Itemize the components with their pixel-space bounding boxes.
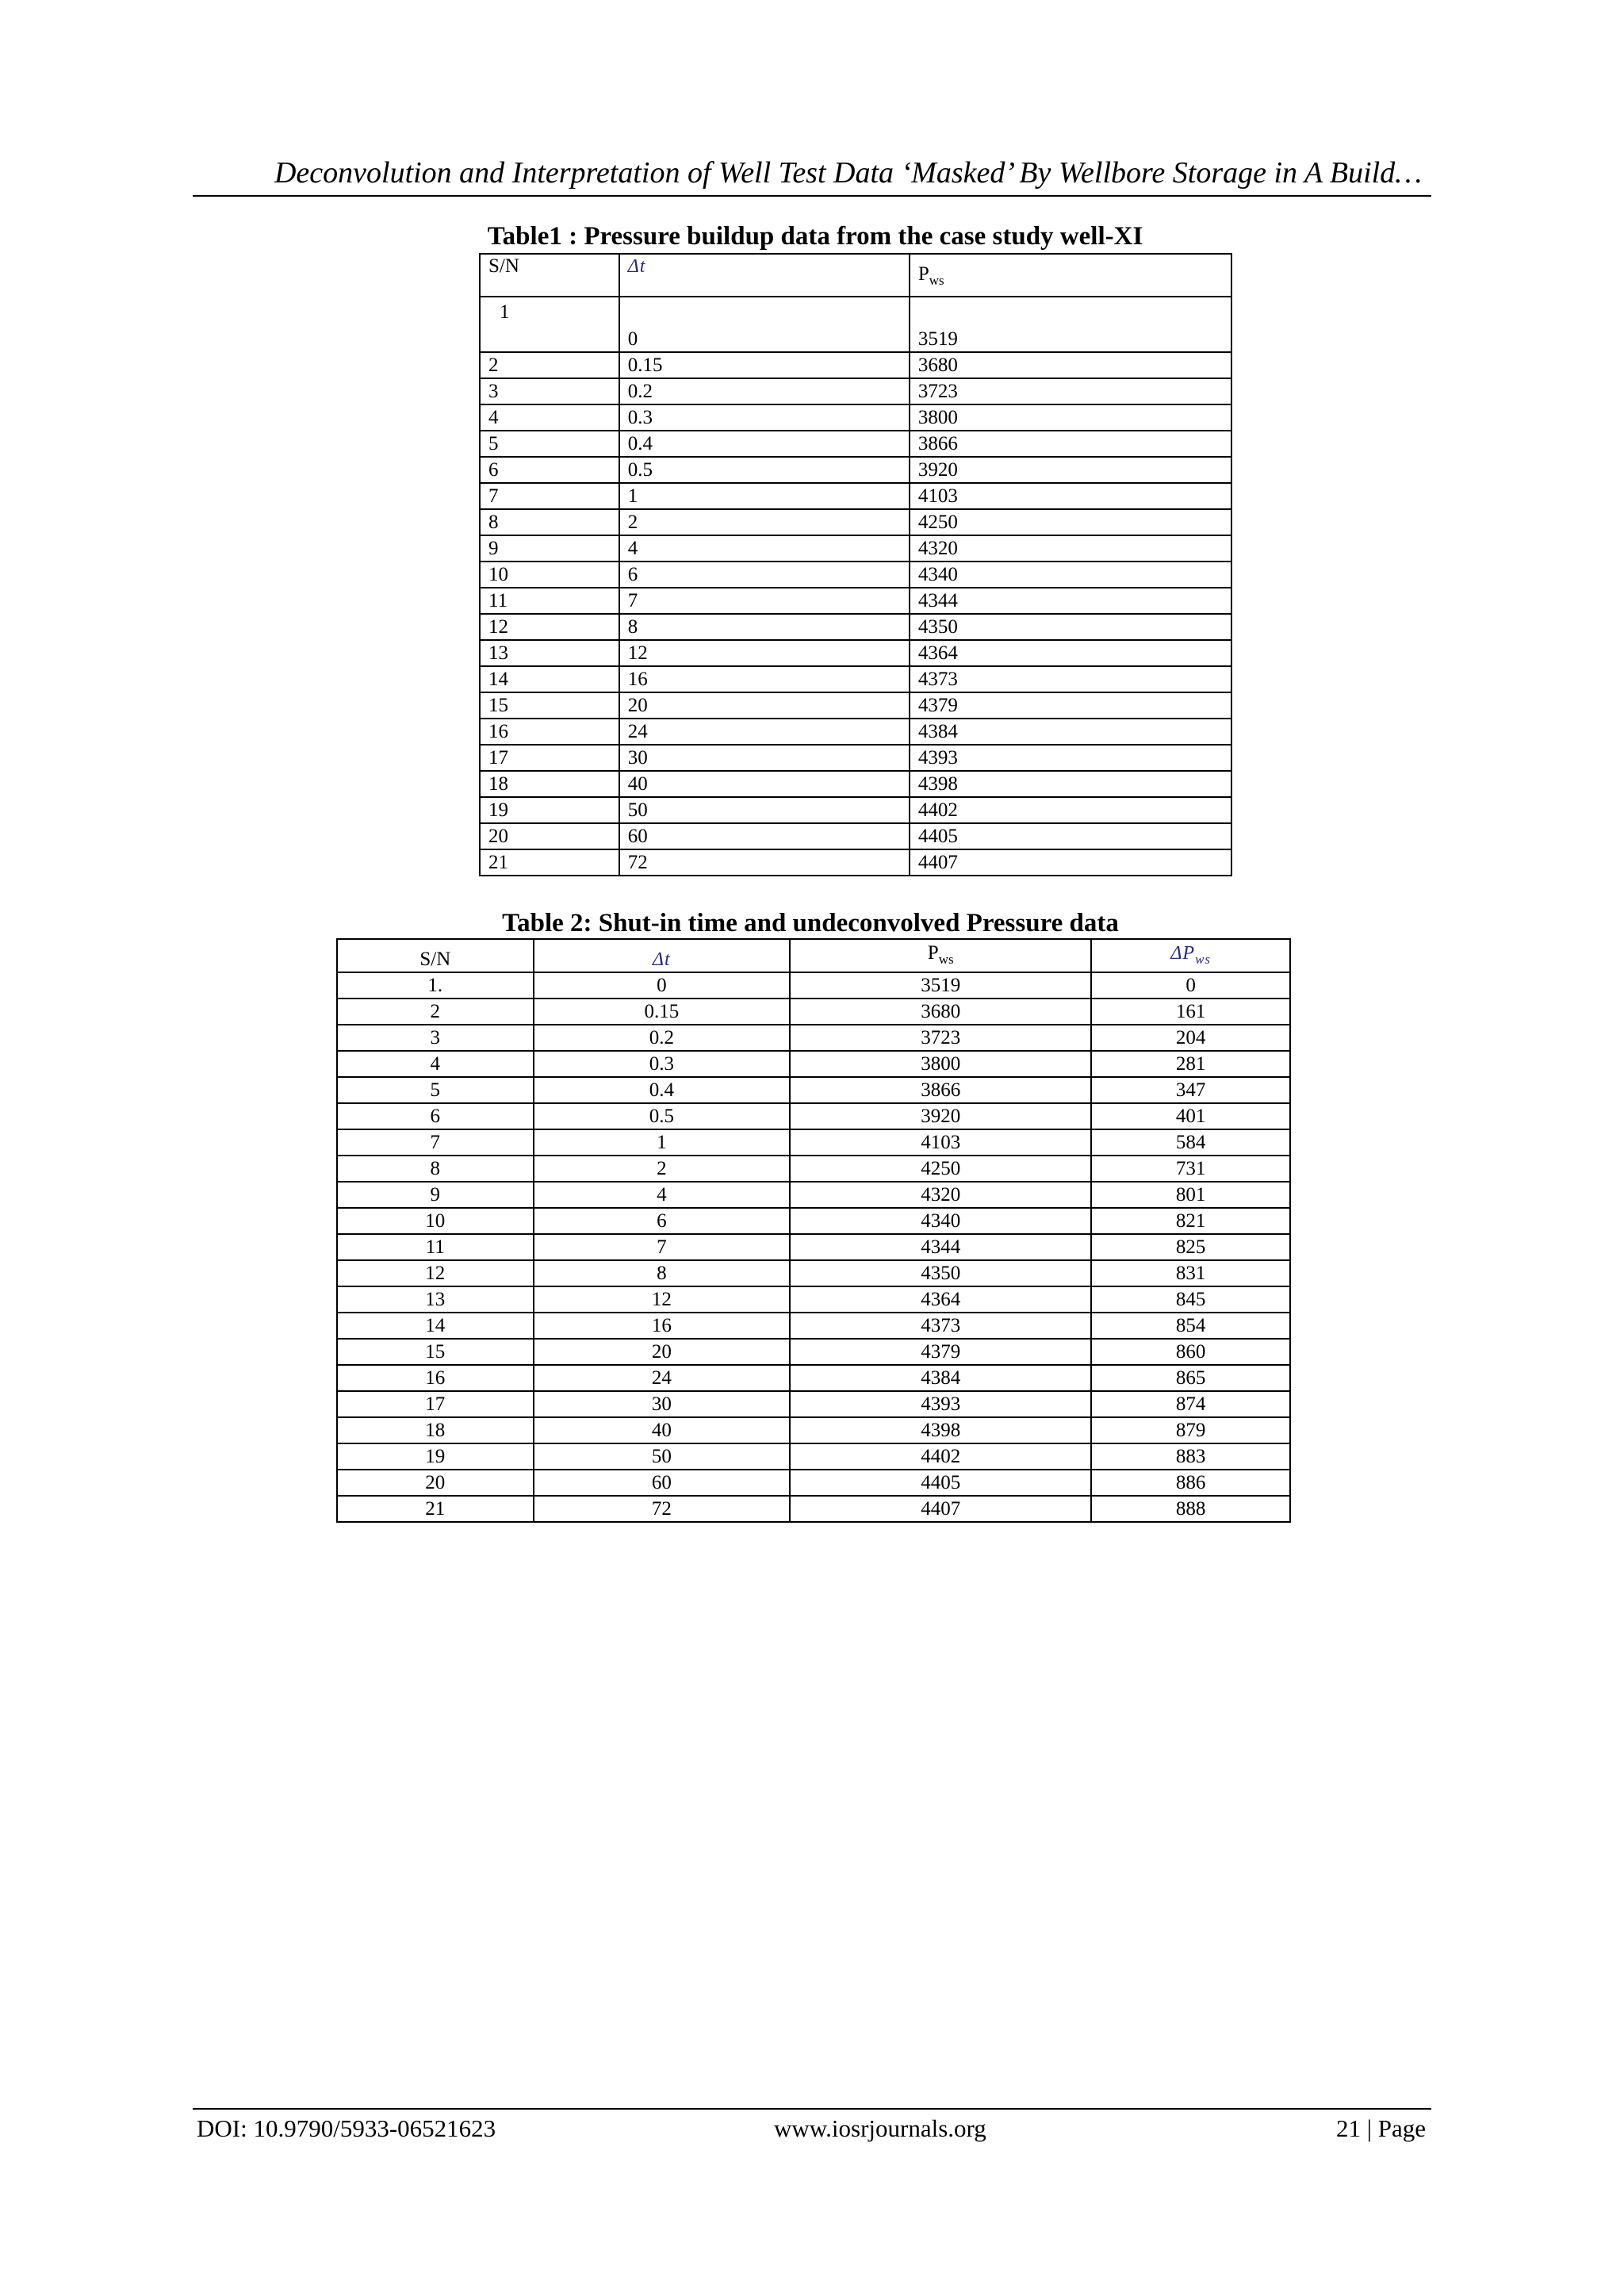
sn-cell: 16 xyxy=(480,719,619,745)
table-row xyxy=(337,1077,1290,1103)
pws-cell: 4103 xyxy=(910,483,1231,509)
table-row xyxy=(337,999,1290,1025)
table1-body xyxy=(480,297,1231,876)
table-row xyxy=(480,797,1231,823)
delta-t-cell: 20 xyxy=(534,1339,790,1365)
delta-t-cell: 0.5 xyxy=(619,457,910,483)
table-row xyxy=(337,1339,1290,1365)
sn-cell: 12 xyxy=(480,614,619,640)
delta-t-cell: 16 xyxy=(534,1313,790,1339)
sn-cell: 14 xyxy=(337,1313,534,1339)
sn-cell: 6 xyxy=(337,1103,534,1129)
sn-cell: 13 xyxy=(337,1286,534,1313)
pws-cell: 4373 xyxy=(790,1313,1091,1339)
delta-pws-cell: 584 xyxy=(1091,1129,1290,1156)
pws-cell: 4405 xyxy=(790,1470,1091,1496)
sn-cell: 21 xyxy=(480,849,619,876)
delta-pws-cell: 801 xyxy=(1091,1182,1290,1208)
delta-t-cell: 12 xyxy=(534,1286,790,1313)
delta-t-cell: 7 xyxy=(534,1234,790,1260)
sn-cell: 9 xyxy=(337,1182,534,1208)
table1-pressure-buildup xyxy=(479,253,1232,876)
sn-cell: 12 xyxy=(337,1260,534,1286)
pws-cell: 4398 xyxy=(790,1417,1091,1443)
sn-cell: 18 xyxy=(480,771,619,797)
pws-cell: 4364 xyxy=(910,640,1231,666)
delta-pws-cell: 854 xyxy=(1091,1313,1290,1339)
delta-t-cell: 2 xyxy=(534,1156,790,1182)
table-row xyxy=(480,823,1231,849)
table1-col-sn: S/N xyxy=(480,254,619,297)
sn-cell: 19 xyxy=(480,797,619,823)
pws-cell: 3800 xyxy=(790,1051,1091,1077)
pws-cell: 4402 xyxy=(790,1443,1091,1470)
table-row xyxy=(337,1496,1290,1522)
delta-t-cell: 0.3 xyxy=(619,404,910,431)
footer-rule xyxy=(193,2108,1431,2110)
running-header xyxy=(193,151,1431,197)
pws-cell: 3866 xyxy=(790,1077,1091,1103)
table-row xyxy=(337,1286,1290,1313)
table2-col-pws: $P_{ws}$ xyxy=(790,939,1091,972)
table-row xyxy=(480,431,1231,457)
sn-cell: 8 xyxy=(337,1156,534,1182)
pws-cell: 4393 xyxy=(910,745,1231,771)
pws-cell: 3519 xyxy=(790,972,1091,999)
sn-cell: 5 xyxy=(337,1077,534,1103)
delta-t-cell: 20 xyxy=(619,692,910,719)
delta-t-cell: 0.15 xyxy=(619,352,910,378)
delta-t-cell: 24 xyxy=(534,1365,790,1391)
sn-cell: 15 xyxy=(480,692,619,719)
table-row xyxy=(480,745,1231,771)
table-row xyxy=(480,457,1231,483)
delta-t-cell: 40 xyxy=(534,1417,790,1443)
table2-header-row xyxy=(337,939,1290,972)
table-row xyxy=(337,1156,1290,1182)
pws-cell: 4379 xyxy=(790,1339,1091,1365)
delta-t-cell: 0.4 xyxy=(534,1077,790,1103)
delta-t-cell: 6 xyxy=(619,562,910,588)
delta-pws-cell: 888 xyxy=(1091,1496,1290,1522)
table1-col-delta-t xyxy=(619,254,910,297)
pws-cell: 4384 xyxy=(910,719,1231,745)
delta-t-cell: 0.2 xyxy=(619,378,910,404)
delta-t-cell: 50 xyxy=(619,797,910,823)
table-row xyxy=(337,1260,1290,1286)
pws-cell: 4250 xyxy=(790,1156,1091,1182)
pws-cell: 4344 xyxy=(910,588,1231,614)
delta-t-cell: 40 xyxy=(619,771,910,797)
sn-cell: 2 xyxy=(337,999,534,1025)
delta-pws-cell: 860 xyxy=(1091,1339,1290,1365)
pws-cell: 4384 xyxy=(790,1365,1091,1391)
table-row xyxy=(337,1051,1290,1077)
pws-cell: 4407 xyxy=(910,849,1231,876)
delta-pws-cell: 281 xyxy=(1091,1051,1290,1077)
delta-t-cell: 16 xyxy=(619,666,910,692)
pws-cell: 4405 xyxy=(910,823,1231,849)
footer-page-number: 21 | Page xyxy=(1336,2114,1426,2142)
pws-cell: 4407 xyxy=(790,1496,1091,1522)
delta-t-cell: 0.5 xyxy=(534,1103,790,1129)
delta-pws-cell: 883 xyxy=(1091,1443,1290,1470)
delta-t-cell: 0 xyxy=(619,297,910,352)
pws-cell: 4320 xyxy=(790,1182,1091,1208)
running-title: Deconvolution and Interpretation of Well Test Data ‘Masked’ By Wellbore Storage in A Build… xyxy=(274,156,1422,190)
table-row xyxy=(337,1470,1290,1496)
sn-cell: 11 xyxy=(480,588,619,614)
table-row xyxy=(337,1025,1290,1051)
pws-cell: 3680 xyxy=(790,999,1091,1025)
sn-cell: 21 xyxy=(337,1496,534,1522)
sn-cell: 4 xyxy=(337,1051,534,1077)
pws-cell: 3920 xyxy=(910,457,1231,483)
table-row xyxy=(337,1417,1290,1443)
delta-t-cell: 50 xyxy=(534,1443,790,1470)
delta-pws-cell: 845 xyxy=(1091,1286,1290,1313)
delta-t-cell: 0.3 xyxy=(534,1051,790,1077)
table-row xyxy=(337,1182,1290,1208)
pws-cell: 4344 xyxy=(790,1234,1091,1260)
sn-cell: 7 xyxy=(337,1129,534,1156)
pws-cell: 4350 xyxy=(910,614,1231,640)
table-row xyxy=(480,509,1231,535)
pws-cell: 4250 xyxy=(910,509,1231,535)
pws-cell: 4402 xyxy=(910,797,1231,823)
table-row xyxy=(480,378,1231,404)
delta-t-cell: 60 xyxy=(619,823,910,849)
table-row xyxy=(480,352,1231,378)
sn-cell: 8 xyxy=(480,509,619,535)
pws-cell: 3680 xyxy=(910,352,1231,378)
pws-cell: 3723 xyxy=(910,378,1231,404)
sn-cell: 6 xyxy=(480,457,619,483)
sn-cell: 16 xyxy=(337,1365,534,1391)
delta-t-cell: 7 xyxy=(619,588,910,614)
pws-cell: 4350 xyxy=(790,1260,1091,1286)
delta-t-cell: 4 xyxy=(534,1182,790,1208)
pws-cell: 4373 xyxy=(910,666,1231,692)
table1-header-row xyxy=(480,254,1231,297)
pws-cell: 4340 xyxy=(910,562,1231,588)
table-row xyxy=(480,849,1231,876)
delta-t-cell: 1 xyxy=(619,483,910,509)
sn-cell: 1 xyxy=(480,297,619,352)
table-row xyxy=(480,666,1231,692)
pws-cell: 4398 xyxy=(910,771,1231,797)
sn-cell: 3 xyxy=(337,1025,534,1051)
footer-website: www.iosrjournals.org xyxy=(774,2114,986,2142)
table2-col-delta-t xyxy=(534,939,790,972)
delta-pws-cell: 821 xyxy=(1091,1208,1290,1234)
delta-pws-cell: 874 xyxy=(1091,1391,1290,1417)
pws-cell: 4103 xyxy=(790,1129,1091,1156)
table-row xyxy=(337,1103,1290,1129)
delta-t-cell: 8 xyxy=(619,614,910,640)
sn-cell: 10 xyxy=(337,1208,534,1234)
sn-cell: 10 xyxy=(480,562,619,588)
sn-cell: 3 xyxy=(480,378,619,404)
sn-cell: 4 xyxy=(480,404,619,431)
sn-cell: 11 xyxy=(337,1234,534,1260)
delta-t-cell: 0 xyxy=(534,972,790,999)
table-row xyxy=(480,692,1231,719)
sn-cell: 5 xyxy=(480,431,619,457)
delta-pws-cell: 825 xyxy=(1091,1234,1290,1260)
table-row xyxy=(337,972,1290,999)
table-row xyxy=(337,1208,1290,1234)
sn-cell: 13 xyxy=(480,640,619,666)
sn-cell: 17 xyxy=(337,1391,534,1417)
delta-pws-cell: 401 xyxy=(1091,1103,1290,1129)
delta-t-symbol: Δt xyxy=(627,256,646,277)
delta-pws-cell: 865 xyxy=(1091,1365,1290,1391)
sn-cell: 20 xyxy=(480,823,619,849)
delta-t-cell: 60 xyxy=(534,1470,790,1496)
pws-cell: 3866 xyxy=(910,431,1231,457)
delta-t-symbol: Δt xyxy=(652,949,671,970)
table-row xyxy=(480,562,1231,588)
table-row xyxy=(337,1443,1290,1470)
table-row xyxy=(480,483,1231,509)
sn-cell: 14 xyxy=(480,666,619,692)
pws-cell: 3723 xyxy=(790,1025,1091,1051)
delta-t-cell: 2 xyxy=(619,509,910,535)
table2-body xyxy=(337,972,1290,1522)
delta-pws-cell: 879 xyxy=(1091,1417,1290,1443)
delta-pws-cell: 204 xyxy=(1091,1025,1290,1051)
table1-col-pws: $P_{ws}$ xyxy=(910,254,1231,297)
table-row xyxy=(337,1129,1290,1156)
table2-shut-in-pressure xyxy=(336,938,1291,1523)
table2-caption: Table 2: Shut-in time and undeconvolved Pressure data xyxy=(502,909,1119,937)
table-row xyxy=(337,1365,1290,1391)
table-row xyxy=(480,297,1231,352)
table-row xyxy=(480,588,1231,614)
pws-cell: 3800 xyxy=(910,404,1231,431)
delta-t-cell: 6 xyxy=(534,1208,790,1234)
delta-pws-cell: 161 xyxy=(1091,999,1290,1025)
delta-pws-symbol: $\Delta P_{ws}$ xyxy=(1170,943,1212,967)
delta-pws-cell: 831 xyxy=(1091,1260,1290,1286)
table-row xyxy=(337,1234,1290,1260)
delta-t-cell: 72 xyxy=(619,849,910,876)
footer-doi: DOI: 10.9790/5933-06521623 xyxy=(197,2114,496,2142)
delta-t-cell: 30 xyxy=(619,745,910,771)
table-row xyxy=(480,614,1231,640)
pws-cell: 4320 xyxy=(910,535,1231,562)
delta-pws-cell: 0 xyxy=(1091,972,1290,999)
delta-pws-cell: 886 xyxy=(1091,1470,1290,1496)
table-row xyxy=(480,640,1231,666)
pws-cell: 3519 xyxy=(910,297,1231,352)
delta-t-cell: 0.2 xyxy=(534,1025,790,1051)
table-row xyxy=(337,1391,1290,1417)
delta-t-cell: 72 xyxy=(534,1496,790,1522)
sn-cell: 2 xyxy=(480,352,619,378)
delta-t-cell: 4 xyxy=(619,535,910,562)
table-row xyxy=(480,404,1231,431)
pws-cell: 4364 xyxy=(790,1286,1091,1313)
delta-t-cell: 0.4 xyxy=(619,431,910,457)
table-row xyxy=(480,719,1231,745)
delta-pws-cell: 347 xyxy=(1091,1077,1290,1103)
delta-t-cell: 24 xyxy=(619,719,910,745)
sn-cell: 7 xyxy=(480,483,619,509)
pws-cell: 3920 xyxy=(790,1103,1091,1129)
delta-t-cell: 8 xyxy=(534,1260,790,1286)
sn-cell: 1. xyxy=(337,972,534,999)
table-row xyxy=(480,771,1231,797)
pws-cell: 4379 xyxy=(910,692,1231,719)
delta-t-cell: 12 xyxy=(619,640,910,666)
pws-cell: 4393 xyxy=(790,1391,1091,1417)
sn-cell: 18 xyxy=(337,1417,534,1443)
table-row xyxy=(480,535,1231,562)
table2-col-delta-pws xyxy=(1091,939,1290,972)
sn-cell: 9 xyxy=(480,535,619,562)
table-row xyxy=(337,1313,1290,1339)
sn-cell: 20 xyxy=(337,1470,534,1496)
delta-t-cell: 0.15 xyxy=(534,999,790,1025)
delta-t-cell: 1 xyxy=(534,1129,790,1156)
sn-cell: 15 xyxy=(337,1339,534,1365)
pws-cell: 4340 xyxy=(790,1208,1091,1234)
sn-cell: 19 xyxy=(337,1443,534,1470)
delta-t-cell: 30 xyxy=(534,1391,790,1417)
table2-col-sn: S/N xyxy=(337,939,534,972)
delta-pws-cell: 731 xyxy=(1091,1156,1290,1182)
table1-caption: Table1 : Pressure buildup data from the case study well-XI xyxy=(487,222,1143,251)
sn-cell: 17 xyxy=(480,745,619,771)
